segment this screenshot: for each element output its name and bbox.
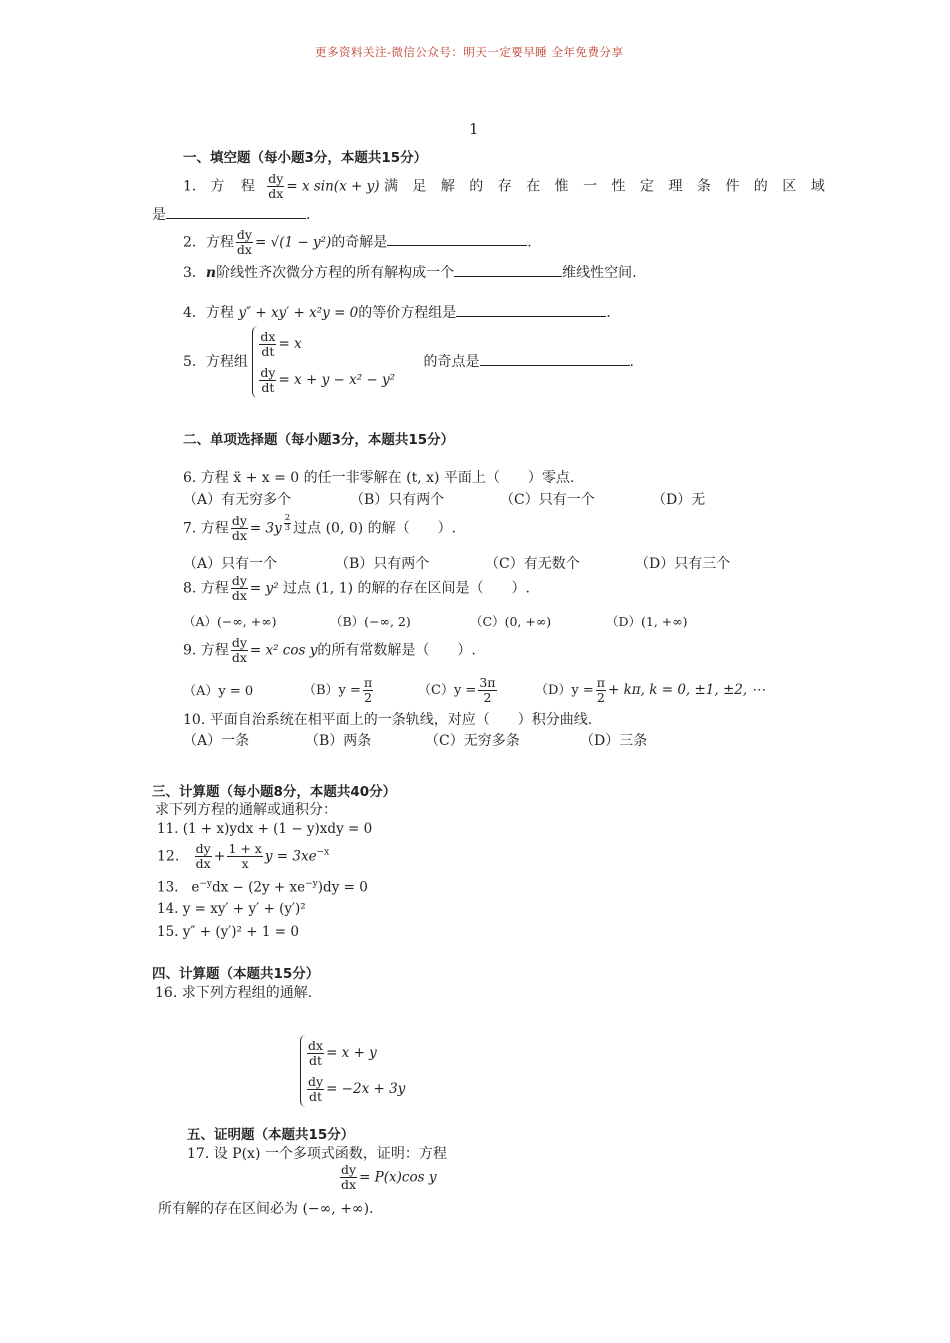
question-14: 14. y = xy′ + y′ + (y′)²: [157, 901, 306, 917]
question-13: 13. $e^{-y}dx - (2y + xe^{-y})dy = 0$: [157, 879, 368, 896]
answer-blank[interactable]: [456, 304, 606, 317]
promo-banner: 更多资料关注-微信公众号：明天一定要早睡 全年免费分享: [315, 45, 624, 59]
question-9: 9. 方程 $\frac{dy}{dx}$ = x² cos y的所有常数解是（ ）.: [183, 635, 476, 665]
answer-blank[interactable]: [387, 233, 527, 246]
q10-option-a[interactable]: （A）一条: [183, 733, 250, 749]
q6-option-d[interactable]: （D）无: [652, 492, 706, 508]
question-7: 7. 方程 $\frac{dy}{dx}$ = 3y $\frac{2}{3}$ 过点 (0, 0) 的解（ ）.: [183, 513, 457, 543]
q8-option-a[interactable]: （A）(−∞, +∞): [183, 614, 277, 629]
question-11: 11. (1 + x)ydx + (1 − y)xdy = 0: [157, 821, 373, 837]
section-3-intro: 求下列方程的通解或通积分：: [155, 802, 337, 818]
question-15: 15. y″ + (y′)² + 1 = 0: [157, 924, 299, 940]
question-17-conclusion: 所有解的存在区间必为 (−∞, +∞).: [158, 1201, 374, 1217]
q8-option-c[interactable]: （C）(0, +∞): [470, 614, 552, 629]
equation-system: $\frac{dx}{dt}$ = x $\frac{dy}{dt}$ = x + y − x² − y²: [252, 326, 395, 398]
page-number: 1: [469, 120, 479, 138]
answer-blank[interactable]: [454, 264, 562, 277]
q7-option-c[interactable]: （C）有无数个: [485, 556, 580, 572]
question-17: 17. 设 P(x) 一个多项式函数，证明：方程: [187, 1146, 447, 1162]
section-4-title: 四、计算题（本题共15分）: [152, 966, 320, 982]
question-1-line2: 是 .: [152, 207, 311, 223]
question-12: 12. $\frac{dy}{dx}$ + $\frac{1 + x}{x}$ $y = 3xe^{-x}$: [157, 841, 330, 871]
q9-option-c[interactable]: （C）y = $\frac{3\pi}{2}$: [418, 675, 496, 705]
q9-option-a[interactable]: （A）y = 0: [183, 684, 254, 699]
answer-blank[interactable]: [480, 353, 630, 366]
question-5: 5．方程组 $\frac{dx}{dt}$ = x $\frac{dy}{dt}$ = x + y − x² − y² 的奇点是 .: [183, 326, 634, 398]
q8-option-b[interactable]: （B）(−∞, 2): [330, 614, 411, 629]
q7-option-d[interactable]: （D）只有三个: [635, 556, 731, 572]
equation-system-16: $\frac{dx}{dt}$ = x + y $\frac{dy}{dt}$ = −2x + 3y: [300, 1035, 405, 1107]
q9-option-b[interactable]: （B）y = $\frac{\pi}{2}$: [303, 675, 373, 705]
section-2-title: 二、单项选择题（每小题3分，本题共15分）: [183, 432, 455, 448]
question-4: 4．方程 y″ + xy′ + x²y = 0的等价方程组是 .: [183, 305, 611, 321]
q10-option-c[interactable]: （C）无穷多条: [425, 733, 520, 749]
section-5-title: 五、证明题（本题共15分）: [187, 1127, 355, 1143]
answer-blank[interactable]: [166, 206, 306, 219]
question-8: 8. 方程 $\frac{dy}{dx}$ = y² 过点 (1, 1) 的解的存在区间是（ ）.: [183, 573, 530, 603]
question-2: 2．方程 $\frac{dy}{dx}$ = √(1 − y²)的奇解是 .: [183, 227, 532, 257]
question-16: 16. 求下列方程组的通解.: [155, 985, 313, 1001]
question-1: 1． 方 程 $\frac{dy}{dx}$ = x sin(x + y) 满 足 解 的 存 在 惟 一 性 定 理 条 件 的 区 域: [183, 171, 830, 201]
question-17-equation: $\frac{dy}{dx}$ = P(x)cos y: [341, 1162, 437, 1192]
question-3: 3．n阶线性齐次微分方程的所有解构成一个 维线性空间.: [183, 265, 637, 281]
section-1-title: 一、填空题（每小题3分，本题共15分）: [183, 150, 428, 166]
q6-option-b[interactable]: （B）只有两个: [350, 492, 445, 508]
q7-option-b[interactable]: （B）只有两个: [335, 556, 430, 572]
question-6: 6. 方程 ẍ + x = 0 的任一非零解在 (t, x) 平面上（ ）零点.: [183, 470, 575, 486]
q6-option-a[interactable]: （A）有无穷多个: [183, 492, 292, 508]
q10-option-b[interactable]: （B）两条: [305, 733, 372, 749]
q8-option-d[interactable]: （D）(1, +∞): [606, 614, 688, 629]
q10-option-d[interactable]: （D）三条: [580, 733, 648, 749]
q9-option-d[interactable]: （D）y = $\frac{\pi}{2}$ + kπ, k = 0, ±1, ±2, ⋯: [535, 675, 765, 705]
q6-option-c[interactable]: （C）只有一个: [500, 492, 595, 508]
question-10: 10. 平面自治系统在相平面上的一条轨线，对应（ ）积分曲线.: [183, 712, 593, 728]
q7-option-a[interactable]: （A）只有一个: [183, 556, 278, 572]
section-3-title: 三、计算题（每小题8分，本题共40分）: [152, 784, 397, 800]
